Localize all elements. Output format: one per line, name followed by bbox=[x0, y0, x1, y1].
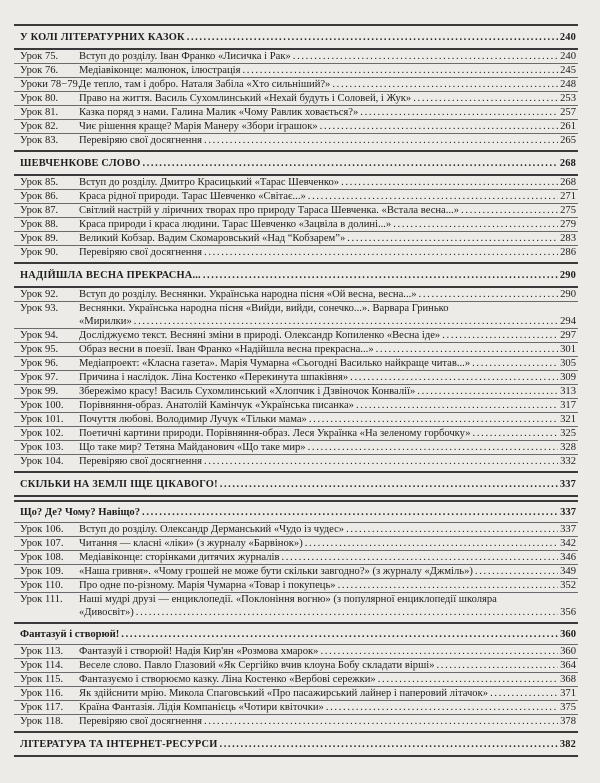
page-number: 268 bbox=[560, 177, 576, 188]
leader-dots bbox=[204, 246, 558, 259]
leader-dots bbox=[326, 701, 558, 714]
leader-dots bbox=[356, 399, 558, 412]
page-number: 283 bbox=[560, 233, 576, 244]
toc-entry bbox=[14, 440, 578, 454]
lesson-number: Урок 103. bbox=[20, 442, 64, 453]
page-number: 332 bbox=[560, 456, 576, 467]
leader-dots bbox=[220, 738, 558, 751]
lesson-title: Перевіряю свої досягнення bbox=[79, 135, 203, 146]
leader-dots bbox=[204, 715, 558, 728]
lesson-number: Урок 106. bbox=[20, 524, 64, 535]
leader-dots bbox=[376, 343, 558, 356]
leader-dots bbox=[413, 92, 558, 105]
lesson-number: Урок 104. bbox=[20, 456, 64, 467]
page-number: 378 bbox=[560, 716, 576, 727]
lesson-number: Урок 85. bbox=[20, 177, 59, 188]
lesson-number: Урок 101. bbox=[20, 414, 64, 425]
toc-entry bbox=[14, 217, 578, 231]
page-number: 275 bbox=[560, 205, 576, 216]
lesson-number: Урок 90. bbox=[20, 247, 59, 258]
lesson-title: Вступ до розділу. Іван Франко «Лисичка і Рак» bbox=[79, 51, 291, 62]
lesson-title: Краса рідної природи. Тарас Шевченко «Світає...» bbox=[79, 191, 306, 202]
toc-entry bbox=[14, 91, 578, 105]
leader-dots bbox=[220, 478, 558, 491]
page-number: 364 bbox=[560, 660, 576, 671]
lesson-number: Урок 109. bbox=[20, 566, 64, 577]
lesson-title: Де тепло, там і добро. Наталя Забіла «Хто сильніший?» bbox=[79, 79, 331, 90]
heading-title: НАДІЙШЛА ВЕСНА ПРЕКРАСНА... bbox=[20, 269, 201, 281]
lesson-number: Урок 97. bbox=[20, 372, 59, 383]
page-number: 349 bbox=[560, 566, 576, 577]
toc-entry bbox=[14, 672, 578, 686]
leader-dots bbox=[308, 441, 559, 454]
page-number: 279 bbox=[560, 219, 576, 230]
page-number: 356 bbox=[560, 607, 576, 618]
lesson-title: Перевіряю свої досягнення bbox=[79, 716, 203, 727]
leader-dots bbox=[308, 190, 558, 203]
toc-entry bbox=[14, 645, 578, 658]
lesson-title: Право на життя. Василь Сухомлинський «Нехай будуть і Соловей, і Жук» bbox=[79, 93, 412, 104]
lesson-number: Урок 116. bbox=[20, 688, 64, 699]
lesson-number: Урок 94. bbox=[20, 330, 59, 341]
leader-dots bbox=[417, 385, 558, 398]
lesson-number: Урок 87. bbox=[20, 205, 59, 216]
lesson-number: Урок 111. bbox=[20, 594, 63, 605]
lesson-number: Урок 117. bbox=[20, 702, 64, 713]
page-number: 375 bbox=[560, 702, 576, 713]
section-heading bbox=[14, 24, 578, 50]
lesson-title: Поетичні картини природи. Порівняння-образ. Леся Українка «На зеленому горбочку» bbox=[79, 428, 471, 439]
leader-dots bbox=[442, 329, 558, 342]
lesson-number: Урок 107. bbox=[20, 538, 64, 549]
lesson-title: «Наша гривня». «Чому грошей не може бути скільки завгодно?» (з журналу «Джміль») bbox=[79, 566, 473, 577]
toc-entry bbox=[14, 370, 578, 384]
lesson-title: Перевіряю свої досягнення bbox=[79, 247, 203, 258]
lesson-title: Казка поряд з нами. Галина Малик «Чому Равлик ховається?» bbox=[79, 107, 359, 118]
leader-dots bbox=[378, 673, 558, 686]
page-number: 268 bbox=[559, 157, 576, 169]
lesson-title-continued: «Дивосвіт») bbox=[79, 607, 134, 618]
lesson-title: Медіапроект: «Класна газета». Марія Чумарна «Сьогодні Василько найкраще читав...» bbox=[79, 358, 471, 369]
toc-entry bbox=[14, 592, 578, 619]
toc-entry bbox=[14, 189, 578, 203]
toc-entry bbox=[14, 523, 578, 536]
page-number: 346 bbox=[560, 552, 576, 563]
page-number: 271 bbox=[560, 191, 576, 202]
page-number: 290 bbox=[559, 269, 576, 281]
lesson-title: Збережімо красу! Василь Сухомлинський «Хлопчик і Дзвіночок Конвалії» bbox=[79, 386, 416, 397]
leader-dots bbox=[350, 371, 558, 384]
page-number: 305 bbox=[560, 358, 576, 369]
lesson-number: Урок 83. bbox=[20, 135, 59, 146]
page-number: 245 bbox=[560, 65, 576, 76]
toc-entry bbox=[14, 176, 578, 189]
page-number: 313 bbox=[560, 386, 576, 397]
toc-entry bbox=[14, 288, 578, 301]
subsection-heading bbox=[14, 500, 578, 523]
toc-entry bbox=[14, 658, 578, 672]
page-number: 371 bbox=[560, 688, 576, 699]
lesson-title: Медіавіконце: сторінками дитячих журналів bbox=[79, 552, 280, 563]
toc-entry bbox=[14, 700, 578, 714]
toc-entry bbox=[14, 384, 578, 398]
lesson-number: Урок 113. bbox=[20, 646, 64, 657]
page-number: 253 bbox=[560, 93, 576, 104]
toc-entry bbox=[14, 426, 578, 440]
page-number: 240 bbox=[560, 51, 576, 62]
lesson-title: Образ весни в поезії. Іван Франко «Надійшла весна прекрасна...» bbox=[79, 344, 374, 355]
heading-title: Що? Де? Чому? Навіщо? bbox=[20, 506, 141, 518]
lesson-title: Медіавіконце: малюнок, ілюстрація bbox=[79, 65, 241, 76]
leader-dots bbox=[461, 204, 558, 217]
page-number: 290 bbox=[560, 289, 576, 300]
leader-dots bbox=[360, 106, 558, 119]
page-number: 317 bbox=[560, 400, 576, 411]
lesson-title: Про одне по-різному. Марія Чумарна «Товар і покупець» bbox=[79, 580, 336, 591]
toc-entry bbox=[14, 454, 578, 468]
page-number: 261 bbox=[560, 121, 576, 132]
leader-dots bbox=[472, 357, 558, 370]
lesson-number: Урок 110. bbox=[20, 580, 64, 591]
page-number: 337 bbox=[560, 524, 576, 535]
lesson-title: Причина і наслідок. Ліна Костенко «Перекинута шпаківня» bbox=[79, 372, 349, 383]
subsection-heading bbox=[14, 622, 578, 645]
leader-dots bbox=[437, 659, 559, 672]
lesson-number: Урок 96. bbox=[20, 358, 59, 369]
leader-dots bbox=[281, 551, 558, 564]
lesson-number: Урок 114. bbox=[20, 660, 64, 671]
toc-entry bbox=[14, 342, 578, 356]
toc-entry bbox=[14, 63, 578, 77]
lesson-title-continued: «Мирилки» bbox=[79, 316, 132, 327]
lesson-title: Вступ до розділу. Веснянки. Українська народна пісня «Ой весна, весна...» bbox=[79, 289, 417, 300]
lesson-title: Досліджуємо текст. Весняні зміни в природі. Олександр Копиленко «Весна іде» bbox=[79, 330, 441, 341]
leader-dots bbox=[393, 218, 558, 231]
page-number: 382 bbox=[559, 738, 576, 750]
leader-dots bbox=[309, 413, 558, 426]
lesson-title: Порівняння-образ. Анатолій Камінчук «Українська писанка» bbox=[79, 400, 354, 411]
leader-dots bbox=[121, 628, 558, 641]
leader-dots bbox=[187, 31, 558, 44]
leader-dots bbox=[320, 645, 558, 658]
toc-entry bbox=[14, 119, 578, 133]
lesson-number: Урок 100. bbox=[20, 400, 64, 411]
leader-dots bbox=[346, 523, 558, 536]
leader-dots bbox=[338, 579, 559, 592]
lesson-number: Урок 102. bbox=[20, 428, 64, 439]
leader-dots bbox=[204, 455, 558, 468]
page-number: 309 bbox=[560, 372, 576, 383]
leader-dots bbox=[136, 606, 558, 619]
lesson-title: Наші мудрі друзі — енциклопедії. «Поклоніння вогню» (з популярної енциклопедії школяра bbox=[79, 594, 497, 605]
page-number: 297 bbox=[560, 330, 576, 341]
lesson-title: Світлий настрій у ліричних творах про природу Тараса Шевченка. «Встала весна...» bbox=[79, 205, 460, 216]
leader-dots bbox=[332, 78, 558, 91]
leader-dots bbox=[490, 687, 558, 700]
leader-dots bbox=[320, 120, 558, 133]
toc-entry bbox=[14, 231, 578, 245]
leader-dots bbox=[203, 269, 558, 282]
page-number: 286 bbox=[560, 247, 576, 258]
page-number: 328 bbox=[560, 442, 576, 453]
lesson-title: Почуття любові. Володимир Лучук «Тільки мама» bbox=[79, 414, 307, 425]
toc-entry bbox=[14, 536, 578, 550]
section-heading bbox=[14, 150, 578, 176]
section-heading bbox=[14, 262, 578, 288]
toc-entry bbox=[14, 714, 578, 728]
lesson-number: Урок 76. bbox=[20, 65, 59, 76]
toc-entry bbox=[14, 203, 578, 217]
lesson-number: Урок 95. bbox=[20, 344, 59, 355]
lesson-title: Що таке мир? Тетяна Майданович «Що таке мир» bbox=[79, 442, 306, 453]
lesson-title: Веснянки. Українська народна пісня «Вийди, вийди, сонечко...». Варвара Гринько bbox=[79, 303, 449, 314]
lesson-number: Урок 81. bbox=[20, 107, 59, 118]
lesson-number: Урок 92. bbox=[20, 289, 59, 300]
lesson-number: Уроки 78−79. bbox=[20, 79, 81, 90]
toc-entry bbox=[14, 105, 578, 119]
heading-title: У КОЛІ ЛІТЕРАТУРНИХ КАЗОК bbox=[20, 31, 185, 43]
lesson-number: Урок 99. bbox=[20, 386, 59, 397]
lesson-title: Великий Кобзар. Вадим Скомаровський «Над “Кобзарем”» bbox=[79, 233, 346, 244]
section-heading bbox=[14, 471, 578, 497]
lesson-number: Урок 93. bbox=[20, 303, 59, 314]
lesson-title: Вступ до розділу. Олександр Дерманський «Чудо із чудес» bbox=[79, 524, 345, 535]
toc-entry bbox=[14, 77, 578, 91]
lesson-title: Країна Фантазія. Лідія Компанієць «Чотири квіточки» bbox=[79, 702, 324, 713]
toc-entry bbox=[14, 398, 578, 412]
leader-dots bbox=[134, 315, 558, 328]
lesson-number: Урок 80. bbox=[20, 93, 59, 104]
section-heading bbox=[14, 731, 578, 757]
lesson-title: Фантазуємо і створюємо казку. Ліна Костенко «Вербові сережки» bbox=[79, 674, 376, 685]
leader-dots bbox=[305, 537, 558, 550]
page-number: 337 bbox=[559, 478, 576, 490]
page-number: 352 bbox=[560, 580, 576, 591]
toc-entry bbox=[14, 133, 578, 147]
page-number: 265 bbox=[560, 135, 576, 146]
heading-title: ШЕВЧЕНКОВЕ СЛОВО bbox=[20, 157, 141, 169]
leader-dots bbox=[293, 50, 558, 63]
leader-dots bbox=[473, 427, 559, 440]
page-number: 342 bbox=[560, 538, 576, 549]
leader-dots bbox=[419, 288, 559, 301]
toc-entry bbox=[14, 578, 578, 592]
toc-entry bbox=[14, 550, 578, 564]
page-number: 301 bbox=[560, 344, 576, 355]
leader-dots bbox=[243, 64, 559, 77]
lesson-title: Вступ до розділу. Дмитро Красицький «Тарас Шевченко» bbox=[79, 177, 340, 188]
heading-title: Фантазуй і створюй! bbox=[20, 628, 120, 640]
lesson-title: Перевіряю свої досягнення bbox=[79, 456, 203, 467]
page-number: 360 bbox=[560, 646, 576, 657]
lesson-number: Урок 75. bbox=[20, 51, 59, 62]
lesson-number: Урок 118. bbox=[20, 716, 64, 727]
lesson-title: Чиє рішення краще? Марія Манеру «Збори іграшок» bbox=[79, 121, 318, 132]
leader-dots bbox=[204, 134, 558, 147]
page-number: 321 bbox=[560, 414, 576, 425]
page-number: 337 bbox=[560, 506, 576, 518]
leader-dots bbox=[341, 176, 558, 189]
lesson-number: Урок 108. bbox=[20, 552, 64, 563]
lesson-number: Урок 115. bbox=[20, 674, 64, 685]
lesson-title: Фантазуй і створюй! Надія Кир'ян «Розмова хмарок» bbox=[79, 646, 319, 657]
toc-entry bbox=[14, 686, 578, 700]
lesson-title: Веселе слово. Павло Глазовий «Як Сергійко вчив клоуна Бобу складати вірші» bbox=[79, 660, 435, 671]
page-number: 325 bbox=[560, 428, 576, 439]
toc-entry bbox=[14, 245, 578, 259]
leader-dots bbox=[475, 565, 558, 578]
toc-entry bbox=[14, 356, 578, 370]
lesson-title: Як здійснити мрію. Микола Спаговський «Про пасажирський лайнер і паперовий літачок» bbox=[79, 688, 489, 699]
lesson-number: Урок 86. bbox=[20, 191, 59, 202]
toc-entry bbox=[14, 328, 578, 342]
leader-dots bbox=[143, 157, 558, 170]
page-number: 248 bbox=[560, 79, 576, 90]
heading-title: ЛІТЕРАТУРА ТА ІНТЕРНЕТ-РЕСУРСИ bbox=[20, 738, 218, 750]
page-number: 368 bbox=[560, 674, 576, 685]
table-of-contents bbox=[14, 24, 578, 757]
lesson-number: Урок 89. bbox=[20, 233, 59, 244]
page-number: 240 bbox=[559, 31, 576, 43]
lesson-title: Краса природи і краса людини. Тарас Шевченко «Зацвіла в долині...» bbox=[79, 219, 392, 230]
lesson-number: Урок 82. bbox=[20, 121, 59, 132]
toc-entry bbox=[14, 50, 578, 63]
page-number: 294 bbox=[560, 316, 576, 327]
page-number: 360 bbox=[560, 628, 576, 640]
page-number: 257 bbox=[560, 107, 576, 118]
leader-dots bbox=[142, 506, 558, 519]
lesson-number: Урок 88. bbox=[20, 219, 59, 230]
toc-entry bbox=[14, 564, 578, 578]
leader-dots bbox=[347, 232, 558, 245]
toc-entry bbox=[14, 412, 578, 426]
lesson-title: Читання — класні «ліки» (з журналу «Барвінок») bbox=[79, 538, 303, 549]
toc-entry bbox=[14, 301, 578, 328]
heading-title: СКІЛЬКИ НА ЗЕМЛІ ІЩЕ ЦІКАВОГО! bbox=[20, 478, 218, 490]
